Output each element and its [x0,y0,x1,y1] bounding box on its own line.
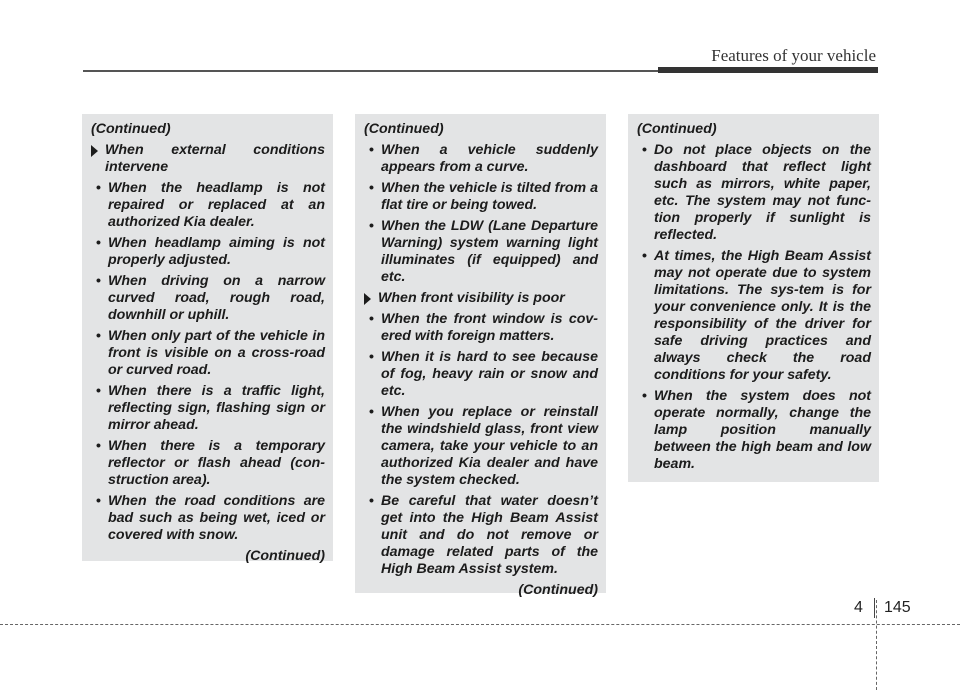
list-item [364,404,598,489]
chapter-number: 4 [854,599,863,616]
list-item [91,180,325,231]
bullet-icon: • [369,404,374,420]
column-panel-1 [82,114,333,564]
list-item [364,349,598,400]
list-item-text: When a vehicle suddenly appears from a curve. [381,142,598,175]
list-item-text: When the road conditions are bad such as being wet, iced or covered with snow. [108,493,325,543]
continued-label-bottom: (Continued) [245,548,325,564]
column-panel-3 [628,114,879,482]
continued-label-bottom: (Continued) [518,582,598,598]
list-item [637,142,871,244]
bullet-icon: • [642,142,647,158]
bullet-icon: • [96,438,101,454]
bullet-icon: • [642,248,647,264]
list-item-text: When headlamp aiming is not properly adjusted. [108,235,325,268]
list-item [364,311,598,345]
list-item [364,142,598,176]
list-item [91,438,325,489]
bullet-icon: • [642,388,647,404]
list-item [364,180,598,214]
bullet-icon: • [96,493,101,509]
triangle-bullet-icon [364,293,371,305]
bullet-icon: • [369,493,374,509]
list-item-text: When the LDW (Lane Departure Warning) system warning light illuminates (if equipped) and etc. [381,218,598,285]
list-item-text: When it is hard to see because of fog, heavy rain or snow and etc. [381,349,598,399]
header-rule-thin [83,70,660,72]
page-number: 145 [884,599,911,616]
list-item [91,493,325,544]
section-title: Features of your vehicle [711,46,876,65]
bullet-icon: • [369,142,374,158]
subheading-text: When front visibility is poor [378,290,565,306]
footer-dashed-rule [0,624,960,625]
list-item-text: Be careful that water doesn’t get into the High Beam Assist unit and do not remove or damage related parts of the High Beam Assist system. [381,493,598,577]
list-item [91,235,325,269]
list-item-text: When the system does not operate normally, change the lamp position manually between the high beam and low beam. [654,388,871,472]
continued-label-top: (Continued) [91,121,171,137]
list-item-text: When driving on a narrow curved road, rough road, downhill or uphill. [108,273,325,323]
header-rule-thick [658,67,878,73]
list-item-text: When the front window is cov-ered with foreign matters. [381,311,598,344]
bullet-icon: • [96,235,101,251]
bullet-icon: • [96,383,101,399]
list-item-text: Do not place objects on the dashboard that reflect light such as mirrors, white paper, etc. The system may not func-tion properly if sunlight is reflected. [654,142,871,243]
bullet-icon: • [369,180,374,196]
column-panel-2 [355,114,606,598]
list-item [364,493,598,578]
subheading-text: When external conditions intervene [105,142,325,175]
bullet-icon: • [96,328,101,344]
list-item-text: At times, the High Beam Assist may not operate due to system limitations. The sys-tem is for your convenience only. It is the responsibility of the driver for safe driving practices and always check the road conditions for your safety. [654,248,871,383]
list-item [91,383,325,434]
continued-label-top: (Continued) [637,121,717,137]
triangle-bullet-icon [91,145,98,157]
bullet-icon: • [96,273,101,289]
list-item [91,273,325,324]
list-item-text: When the vehicle is tilted from a flat tire or being towed. [381,180,598,213]
bullet-icon: • [369,218,374,234]
list-item-text: When there is a traffic light, reflecting sign, flashing sign or mirror ahead. [108,383,325,433]
bullet-icon: • [96,180,101,196]
footer-divider [874,598,875,618]
subheading [91,142,325,176]
footer-vertical-dashed-rule [876,600,877,690]
list-item-text: When the headlamp is not repaired or replaced at an authorized Kia dealer. [108,180,325,230]
list-item-text: When you replace or reinstall the windshield glass, front view camera, take your vehicle to an authorized Kia dealer and have the system checked. [381,404,598,488]
bullet-icon: • [369,311,374,327]
list-item [91,328,325,379]
bullet-icon: • [369,349,374,365]
list-item [364,218,598,286]
list-item [637,388,871,473]
list-item-text: When only part of the vehicle in front is visible on a cross-road or curved road. [108,328,325,378]
subheading [364,290,598,307]
list-item-text: When there is a temporary reflector or flash ahead (con-struction area). [108,438,325,488]
continued-label-top: (Continued) [364,121,444,137]
list-item [637,248,871,384]
